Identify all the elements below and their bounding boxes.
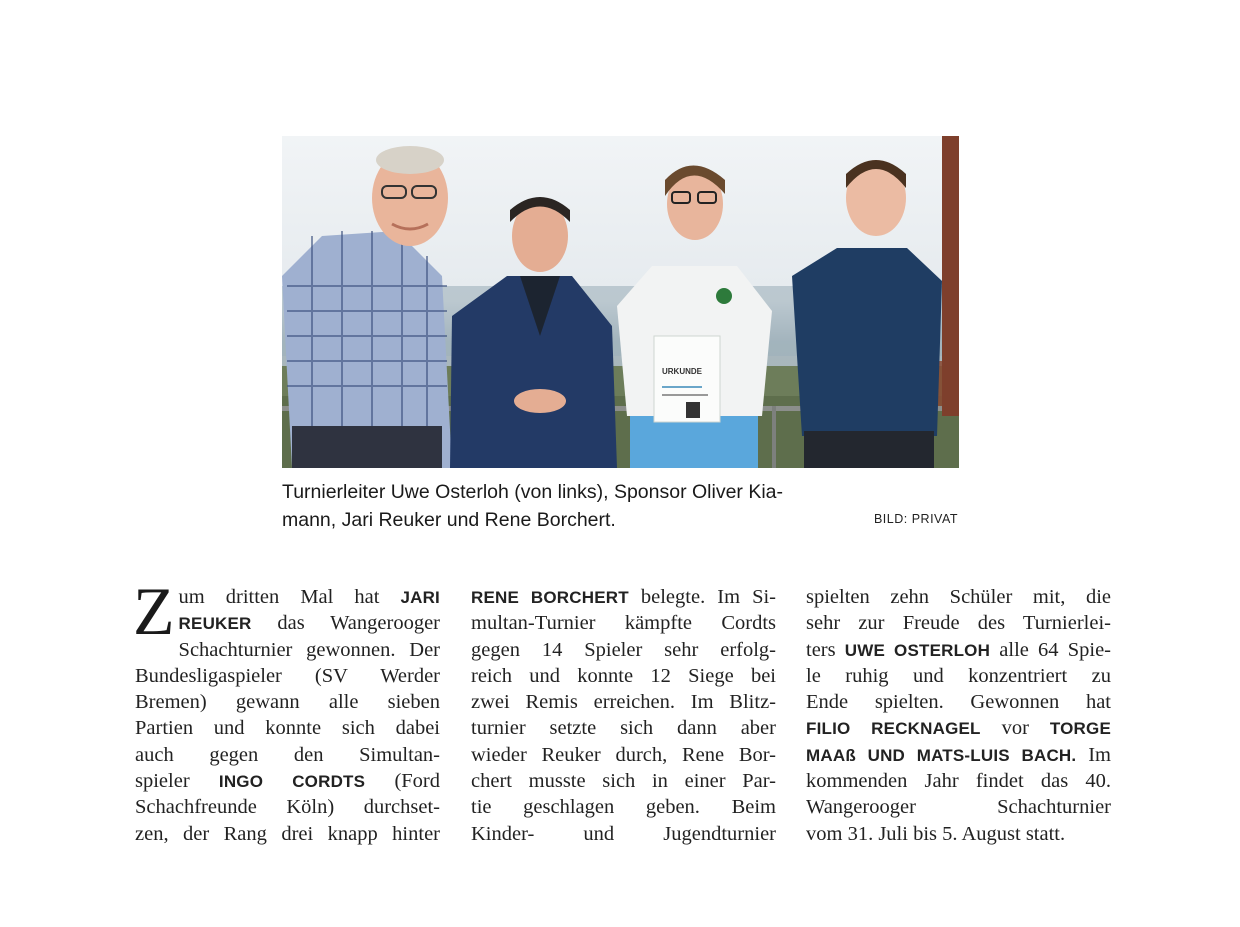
text-line: Ende spielten. Gewonnen hat	[806, 691, 1111, 714]
text-line: Schachfreunde Köln) durchset-	[135, 796, 440, 819]
text-line	[806, 637, 1111, 663]
text-line: multan-Turnier kämpfte Cordts	[471, 612, 776, 635]
text-line: spielten zehn Schüler mit, die	[806, 586, 1111, 608]
text-line	[135, 768, 440, 794]
text-line: Kinder- und Jugendturnier	[471, 822, 776, 845]
text-line: gegen 14 Spieler sehr erfolg-	[471, 638, 776, 661]
text-line: Schachturnier gewonnen. Der	[178, 638, 440, 661]
person-name: INGO CORDTS	[218, 772, 366, 792]
text-line: Partien und konnte sich dabei	[135, 717, 440, 740]
photo-credit: BILD: PRIVAT	[873, 512, 958, 526]
text-line: Bremen) gewann alle sieben	[135, 691, 440, 714]
person-name: FILIO RECKNAGEL	[806, 719, 981, 739]
text-line: Wangerooger Schachturnier	[806, 796, 1111, 819]
article-column-2	[471, 584, 776, 847]
text-fragment: belegte. Im Si-	[640, 586, 777, 608]
brick-wall	[942, 136, 959, 416]
text-line: Bundesligaspieler (SV Werder	[135, 664, 440, 687]
text-line: vom 31. Juli bis 5. August statt.	[806, 822, 1066, 845]
text-line: sehr zur Freude des Turnierlei-	[806, 612, 1111, 635]
text-fragment: vor	[1001, 717, 1029, 740]
text-line: reich und konnte 12 Siege bei	[471, 664, 776, 687]
person-name: JARI	[400, 588, 440, 607]
text-line: zen, der Rang drei knapp hinter	[135, 822, 440, 845]
text-line: auch gegen den Simultan-	[135, 743, 440, 766]
text-fragment: spieler	[135, 770, 190, 793]
caption-line: Turnierleiter Uwe Osterloh (von links), Sponsor Oliver Kia-	[282, 481, 784, 503]
text-fragment: das Wangerooger	[277, 612, 440, 635]
text-fragment: (Ford	[394, 770, 440, 793]
text-fragment: um dritten Mal hat	[178, 586, 380, 608]
text-line: zwei Remis erreichen. Im Blitz-	[471, 691, 776, 714]
photo-caption	[282, 478, 962, 534]
person-name: TORGE	[1049, 719, 1111, 739]
caption-line: mann, Jari Reuker und Rene Borchert.	[282, 509, 616, 531]
text-line: tie geschlagen geben. Beim	[471, 796, 776, 819]
text-line: turnier setzte sich dann aber	[471, 717, 776, 740]
certificate	[654, 336, 720, 422]
person-name: UWE OSTERLOH	[844, 640, 991, 660]
text-line	[135, 610, 440, 636]
person-name: MAAß UND MATS-LUIS BACH.	[806, 745, 1077, 765]
article-column-3	[806, 584, 1111, 847]
text-line: le ruhig und konzentriert zu	[806, 664, 1111, 687]
person-name: REUKER	[178, 614, 252, 634]
text-line	[471, 584, 776, 610]
text-line	[806, 715, 1111, 741]
text-line: kommenden Jahr findet das 40.	[806, 770, 1111, 793]
person-name: RENE BORCHERT	[471, 588, 629, 607]
certificate-title: URKUNDE	[662, 367, 702, 376]
article-photo	[282, 136, 959, 468]
text-line	[135, 584, 440, 610]
text-fragment: alle 64 Spie-	[999, 638, 1112, 661]
article-column-1	[133, 573, 440, 847]
text-fragment: Im	[1088, 743, 1112, 766]
text-line: chert musste sich in einer Par-	[471, 770, 776, 793]
photo-illustration	[282, 136, 959, 468]
text-line: wieder Reuker durch, Rene Bor-	[471, 743, 776, 766]
text-line	[806, 742, 1111, 768]
dropcap: Z	[133, 573, 175, 649]
text-fragment: ters	[806, 638, 836, 661]
